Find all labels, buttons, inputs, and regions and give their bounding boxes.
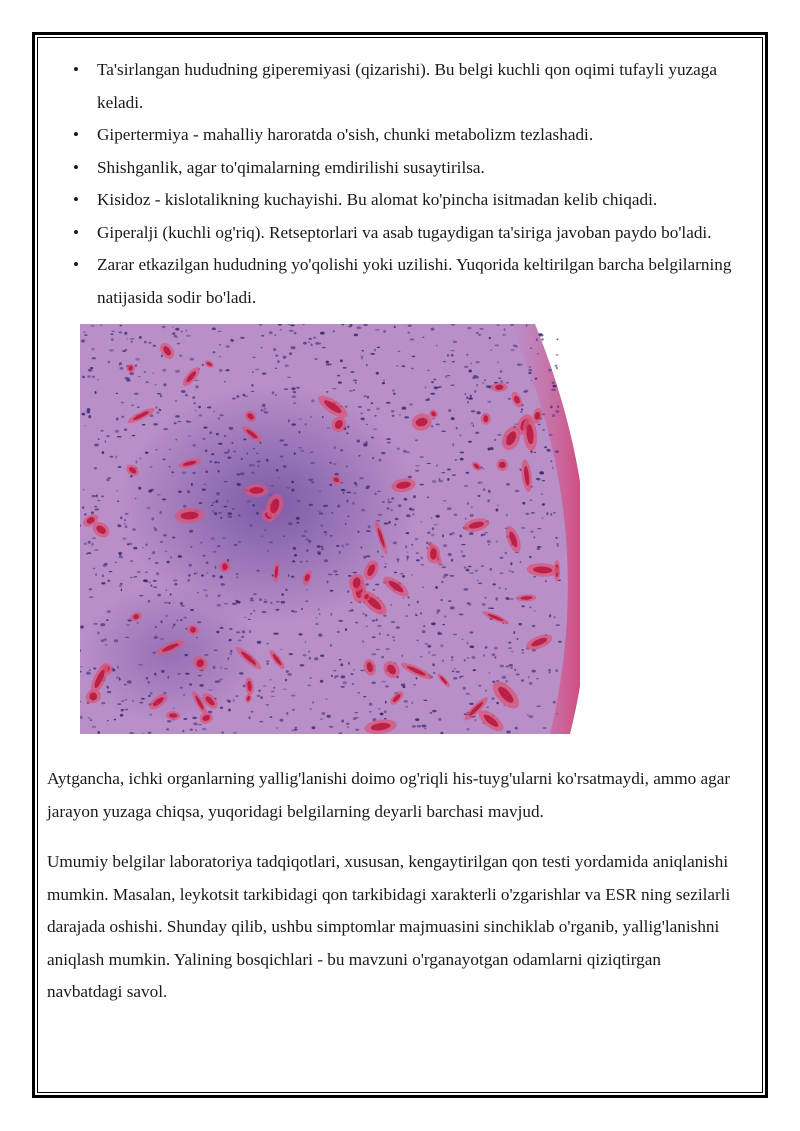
list-item-text: Giperalji (kuchli og'riq). Retseptorlari va asab tugaydigan ta'siriga javoban paydo bo'ladi. xyxy=(97,222,712,242)
list-item-text: Zarar etkazilgan hududning yo'qolishi yoki uzilishi. Yuqorida keltirilgan barcha belgilarning natijasida sodir bo'ladi. xyxy=(97,255,732,307)
page-content xyxy=(47,54,737,1009)
histology-micrograph xyxy=(80,324,580,734)
list-item xyxy=(47,249,737,314)
list-item xyxy=(47,184,737,217)
list-item xyxy=(47,152,737,185)
list-item xyxy=(47,217,737,250)
list-item-text: Kisidoz - kislotalikning kuchayishi. Bu alomat ko'pincha isitmadan kelib chiqadi. xyxy=(97,190,658,209)
list-item-text: Gipertermiya - mahalliy haroratda o'sish, chunki metabolizm tezlashadi. xyxy=(97,125,594,144)
paragraph: Umumiy belgilar laboratoriya tadqiqotlari, xususan, kengaytirilgan qon testi yordamida aniqlanishi mumkin. Masalan, leykotsit tarkibidagi qon tarkibidagi xarakterli o'zgarishlar va ESR ning sezilarli darajada oshishi. Shunday qilib, ushbu simptomlar majmuasini sinchiklab o'rganib, yallig'lanishni aniqlash mumkin. Yalining bosqichlari - bu mavzuni o'rganayotgan odamlarni qiziqtirgan navbatdagi savol. xyxy=(47,852,731,1001)
paragraph: Aytgancha, ichki organlarning yallig'lanishi doimo og'riqli his-tuyg'ularni ko'rsatmaydi, ammo agar jarayon yuzaga chiqsa, yuqoridagi belgilarning deyarli barchasi mavjud. xyxy=(47,769,731,821)
list-item xyxy=(47,54,737,119)
list-item-text: Shishganlik, agar to'qimalarning emdirilishi susaytirilsa. xyxy=(97,157,485,177)
tissue-image xyxy=(80,324,580,734)
symptom-list xyxy=(47,54,737,314)
list-item xyxy=(47,119,737,152)
list-item-text: Ta'sirlangan hududning giperemiyasi (qizarishi). Bu belgi kuchli qon oqimi tufayli yuzaga keladi. xyxy=(97,60,718,112)
